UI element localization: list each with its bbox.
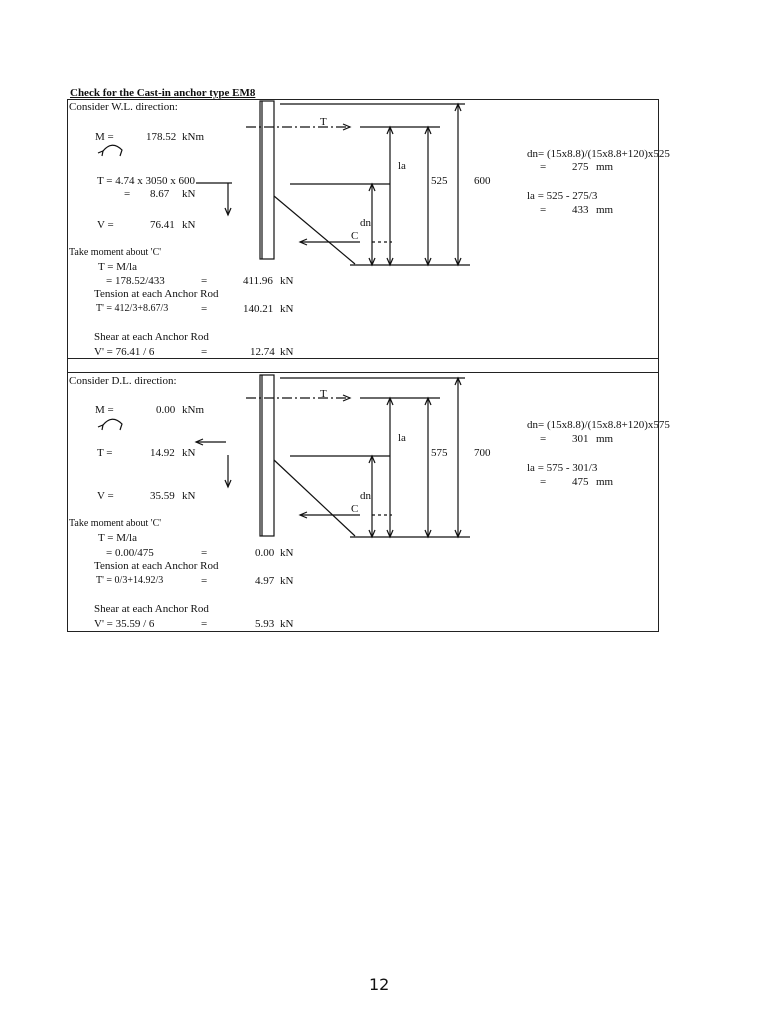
dl-v-value: 35.59: [150, 490, 175, 502]
wl-header: Consider W.L. direction:: [69, 101, 178, 113]
wl-diagram-dim-600: 600: [474, 175, 491, 187]
dl-diagram-la: la: [398, 432, 406, 444]
wl-shear-sign: =: [201, 346, 208, 358]
wl-la-value: 433: [572, 204, 589, 216]
wl-tension-eq: T' = 412/3+8.67/3: [96, 303, 169, 314]
dl-tension-title: Tension at each Anchor Rod: [94, 560, 219, 572]
wl-moment-unit: kN: [280, 275, 294, 287]
dl-t-value: 14.92: [150, 447, 175, 459]
page-number: 12: [369, 975, 390, 994]
dl-tension-result: 4.97: [255, 575, 275, 587]
dl-t-label: T =: [97, 447, 113, 459]
wl-v-unit: kN: [182, 219, 196, 231]
wl-diagram-dn: dn: [360, 217, 371, 229]
dl-tension-eq: T' = 0/3+14.92/3: [96, 575, 164, 586]
wl-moment-eq1: T = M/la: [98, 261, 137, 273]
wl-tension-title: Tension at each Anchor Rod: [94, 288, 219, 300]
dl-diagram-dn: dn: [360, 490, 371, 502]
dl-moment-result: 0.00: [255, 547, 275, 559]
wl-t-sign: =: [124, 188, 131, 200]
wl-diagram-C: C: [351, 230, 359, 242]
dl-dn-value: 301: [572, 433, 589, 445]
wl-shear-title: Shear at each Anchor Rod: [94, 331, 209, 343]
dl-tension-sign: =: [201, 575, 208, 587]
wl-m-unit: kNm: [182, 131, 204, 143]
wl-diagram-T: T: [320, 116, 327, 128]
wl-shear-eq: V' = 76.41 / 6: [94, 346, 155, 358]
wl-la-unit: mm: [596, 204, 614, 216]
wl-shear-unit: kN: [280, 346, 294, 358]
wl-dn-unit: mm: [596, 161, 614, 173]
dl-shear-title: Shear at each Anchor Rod: [94, 603, 209, 615]
wl-m-value: 178.52: [146, 131, 177, 143]
wl-tension-result: 140.21: [243, 303, 274, 315]
dl-dn-equation: dn= (15x8.8)/(15x8.8+120)x575: [527, 419, 670, 431]
wl-shear-result: 12.74: [250, 346, 275, 358]
dl-m-unit: kNm: [182, 404, 204, 416]
dl-la-value: 475: [572, 476, 589, 488]
dl-header: Consider D.L. direction:: [69, 375, 177, 387]
wl-v-label: V =: [97, 219, 114, 231]
wl-la-sign: =: [540, 204, 547, 216]
dl-shear-sign: =: [201, 618, 208, 630]
dl-dn-unit: mm: [596, 433, 614, 445]
dl-moment-sign: =: [201, 547, 208, 559]
wl-diagram-dim-525: 525: [431, 175, 448, 187]
dl-la-equation: la = 575 - 301/3: [527, 462, 598, 474]
wl-la-equation: la = 525 - 275/3: [527, 190, 598, 202]
wl-moment-result: 411.96: [243, 275, 273, 287]
dl-diagram-C: C: [351, 503, 359, 515]
page-title: Check for the Cast-in anchor type EM8: [70, 87, 256, 99]
dl-t-unit: kN: [182, 447, 196, 459]
dl-diagram-T: T: [320, 388, 327, 400]
wl-tension-sign: =: [201, 303, 208, 315]
wl-moment-title: Take moment about 'C': [69, 247, 162, 258]
dl-tension-unit: kN: [280, 575, 294, 587]
dl-shear-unit: kN: [280, 618, 294, 630]
dl-moment-unit: kN: [280, 547, 294, 559]
dl-moment-eq1: T = M/la: [98, 532, 137, 544]
wl-dn-value: 275: [572, 161, 589, 173]
dl-shear-result: 5.93: [255, 618, 275, 630]
dl-dn-sign: =: [540, 433, 547, 445]
wl-tension-unit: kN: [280, 303, 294, 315]
dl-v-label: V =: [97, 490, 114, 502]
wl-t-value: 8.67: [150, 188, 170, 200]
wl-v-value: 76.41: [150, 219, 175, 231]
wl-moment-eq2: = 178.52/433: [106, 275, 165, 287]
dl-v-unit: kN: [182, 490, 196, 502]
dl-m-value: 0.00: [156, 404, 176, 416]
wl-dn-equation: dn= (15x8.8)/(15x8.8+120)x525: [527, 148, 670, 160]
dl-diagram-dim-700: 700: [474, 447, 491, 459]
dl-shear-eq: V' = 35.59 / 6: [94, 618, 155, 630]
wl-m-label: M =: [95, 131, 114, 143]
wl-t-equation: T = 4.74 x 3050 x 600: [97, 175, 195, 187]
wl-moment-sign: =: [201, 275, 208, 287]
dl-moment-title: Take moment about 'C': [69, 518, 162, 529]
dl-moment-eq2: = 0.00/475: [106, 547, 154, 559]
wl-diagram-la: la: [398, 160, 406, 172]
dl-diagram-dim-575: 575: [431, 447, 448, 459]
dl-la-unit: mm: [596, 476, 614, 488]
wl-dn-sign: =: [540, 161, 547, 173]
wl-t-unit: kN: [182, 188, 196, 200]
dl-la-sign: =: [540, 476, 547, 488]
dl-m-label: M =: [95, 404, 114, 416]
